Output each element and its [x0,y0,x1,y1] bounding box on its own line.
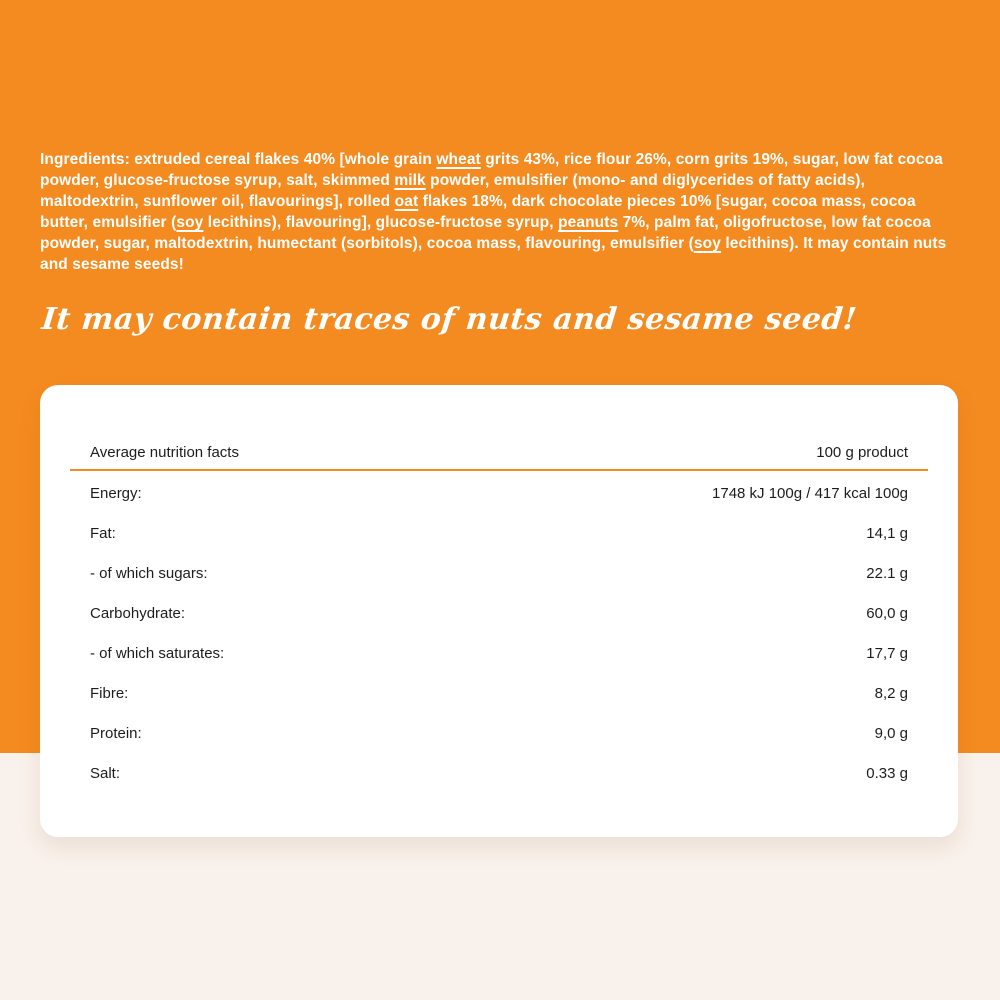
nutrition-row-label: Protein: [90,724,142,742]
allergen-term: milk [394,172,426,189]
allergen-term: peanuts [558,214,619,231]
nutrition-row [70,633,928,673]
nutrition-table-header [70,385,928,471]
nutrition-row-value: 0.33 g [866,764,908,782]
nutrition-row [70,713,928,753]
nutrition-facts-card [40,385,958,837]
nutrition-row-value: 9,0 g [874,724,908,742]
ingredients-segment: lecithins), flavouring], glucose-fructose syrup, [203,214,559,231]
nutrition-row [70,473,928,513]
nutrition-row [70,553,928,593]
ingredients-segment: flakes 18%, dark chocolate pieces 10% [sugar, cocoa mass, cocoa butter, emulsifier ( [40,193,916,231]
ingredients-segment: grits 43%, rice flour 26%, corn grits 19%, sugar, low fat cocoa powder, glucose-fructose syrup, salt, skimmed [40,151,943,189]
nutrition-row [70,673,928,713]
nutrition-rows [70,471,928,793]
nutrition-row-value: 22.1 g [866,564,908,582]
allergen-term: oat [394,193,419,210]
nutrition-row-value: 8,2 g [874,684,908,702]
nutrition-row-label: - of which saturates: [90,644,225,662]
nutrition-row-value: 60,0 g [866,604,908,622]
ingredients-segment: powder, emulsifier (mono- and diglycerides of fatty acids), maltodextrin, sunflower oil, flavourings], rolled [40,172,865,210]
nutrition-row-label: Carbohydrate: [90,604,186,622]
nutrition-row [70,513,928,553]
nutrition-header-amount: 100 g product [816,444,908,461]
ingredients-segment: Ingredients: extruded cereal flakes 40% [whole grain [40,151,437,168]
nutrition-row-label: Salt: [90,764,121,782]
allergen-term: soy [693,235,721,252]
ingredients-segment: lecithins). It may contain nuts and sesame seeds! [40,235,947,273]
nutrition-row-label: - of which sugars: [90,564,208,582]
allergen-trace-note: It may contain traces of nuts and sesame seed! [40,302,859,337]
nutrition-row-label: Energy: [90,484,142,502]
nutrition-row-value: 17,7 g [866,644,908,662]
allergen-term: soy [176,214,204,231]
nutrition-header-title: Average nutrition facts [90,444,239,461]
ingredients-segment: 7%, palm fat, oligofructose, low fat cocoa powder, sugar, maltodextrin, humectant (sorbitols), cocoa mass, flavouring, emulsifier ( [40,214,931,252]
nutrition-row-value: 14,1 g [866,524,908,542]
allergen-term: wheat [436,151,481,168]
nutrition-row-label: Fat: [90,524,116,542]
ingredients-text [40,149,950,275]
nutrition-row-value: 1748 kJ 100g / 417 kcal 100g [712,484,908,502]
nutrition-row [70,753,928,793]
nutrition-row [70,593,928,633]
nutrition-row-label: Fibre: [90,684,129,702]
